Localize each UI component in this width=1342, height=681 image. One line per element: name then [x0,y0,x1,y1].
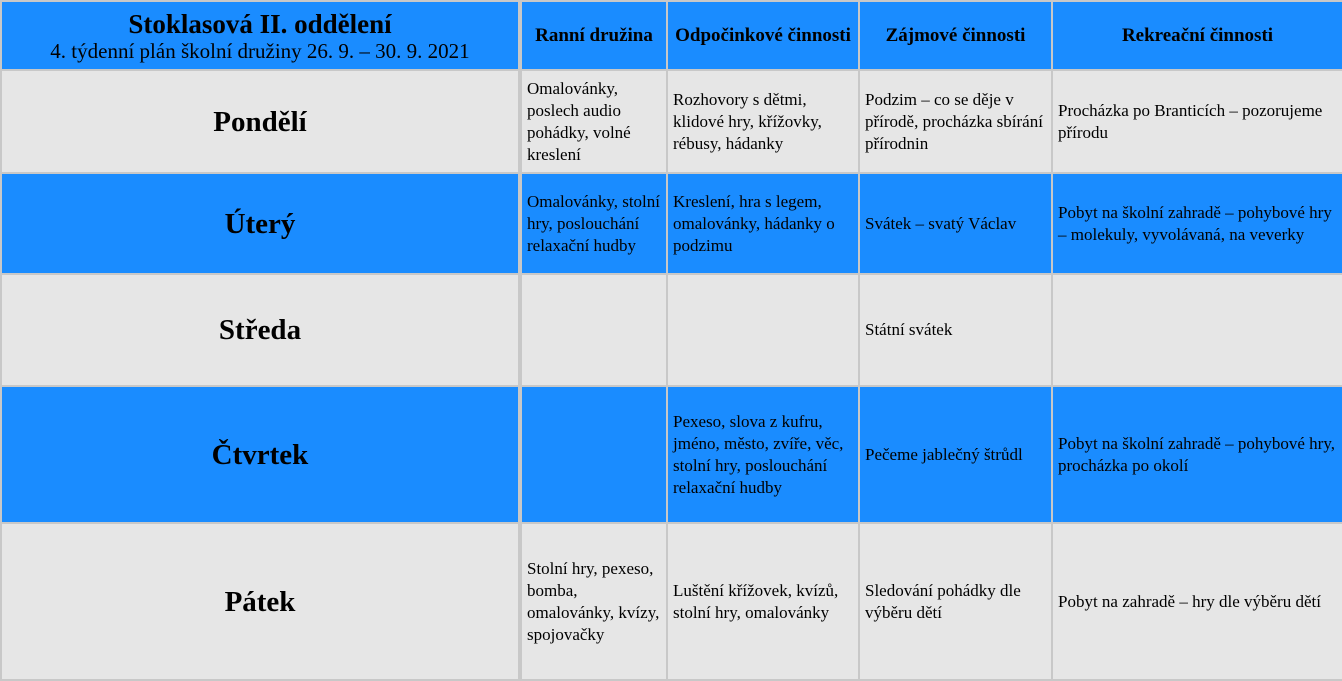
table-row [1,386,1342,523]
table-row [1,173,1342,274]
column-header-rest: Odpočinkové činnosti [667,1,859,70]
friday-morning: Stolní hry, pexeso, bomba, omalovánky, kvízy, spojovačky [520,523,667,680]
friday-interest: Sledování pohádky dle výběru dětí [859,523,1052,680]
wednesday-recreation [1052,274,1342,386]
thursday-rest: Pexeso, slova z kufru, jméno, město, zvíře, věc, stolní hry, poslouchání relaxační hudby [667,386,859,523]
tuesday-recreation: Pobyt na školní zahradě – pohybové hry – molekuly, vyvolávaná, na veverky [1052,173,1342,274]
tuesday-interest: Svátek – svatý Václav [859,173,1052,274]
thursday-morning [520,386,667,523]
monday-morning: Omalovánky, poslech audio pohádky, volné kreslení [520,70,667,173]
wednesday-rest [667,274,859,386]
friday-rest: Luštění křížovek, kvízů, stolní hry, omalovánky [667,523,859,680]
page-title: Stoklasová II. oddělení [128,8,392,39]
day-friday: Pátek [1,523,520,680]
tuesday-morning: Omalovánky, stolní hry, poslouchání relaxační hudby [520,173,667,274]
column-header-recreation: Rekreační činnosti [1052,1,1342,70]
tuesday-rest: Kreslení, hra s legem, omalovánky, hádanky o podzimu [667,173,859,274]
day-thursday: Čtvrtek [1,386,520,523]
wednesday-morning [520,274,667,386]
monday-recreation: Procházka po Branticích – pozorujeme přírodu [1052,70,1342,173]
table-row [1,274,1342,386]
day-monday: Pondělí [1,70,520,173]
thursday-recreation: Pobyt na školní zahradě – pohybové hry, procházka po okolí [1052,386,1342,523]
day-wednesday: Středa [1,274,520,386]
day-tuesday: Úterý [1,173,520,274]
wednesday-interest: Státní svátek [859,274,1052,386]
column-header-interest: Zájmové činnosti [859,1,1052,70]
page-subtitle: 4. týdenní plán školní družiny 26. 9. – 30. 9. 2021 [50,38,470,63]
column-header-morning: Ranní družina [520,1,667,70]
table-row [1,70,1342,173]
friday-recreation: Pobyt na zahradě – hry dle výběru dětí [1052,523,1342,680]
monday-rest: Rozhovory s dětmi, klidové hry, křížovky, rébusy, hádanky [667,70,859,173]
title-cell [1,1,520,70]
thursday-interest: Pečeme jablečný štrůdl [859,386,1052,523]
monday-interest: Podzim – co se děje v přírodě, procházka sbírání přírodnin [859,70,1052,173]
header-row [1,1,1342,70]
table-row [1,523,1342,680]
